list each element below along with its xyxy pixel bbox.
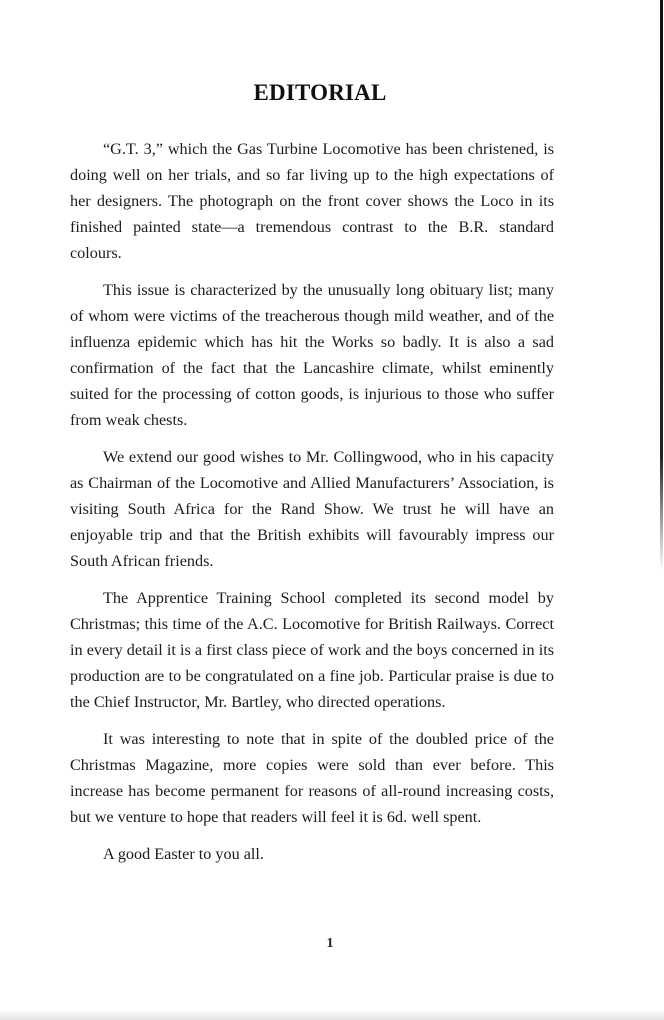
paragraph-apprentice-school: The Apprentice Training School completed its second model by Christmas; this time of the A.C. Locomotive for British Railways. Correct in every detail it is a first class piece of work and the boys concerned in its production are to be congratulated on a fine job. Particular praise is due to the Chief Instructor, Mr. Bartley, who directed operations.: [70, 589, 554, 711]
paragraph-christmas-magazine: It was interesting to note that in spite of the doubled price of the Christmas Magazine, more copies were sold than ever before. This increase has become permanent for reasons of all-round increasing costs, but we venture to hope that readers will feel it is 6d. well spent.: [70, 730, 554, 826]
editorial-body: [70, 136, 554, 878]
page-edge-shadow: [660, 0, 663, 570]
page-title: EDITORIAL: [253, 80, 387, 105]
bottom-edge-shadow: [0, 1010, 664, 1020]
paragraph-obituary: This issue is characterized by the unusually long obituary list; many of whom were victims of the treacherous though mild weather, and of the influenza epidemic which has hit the Works so badly. It is also a sad confirmation of the fact that the Lancashire climate, whilst eminently suited for the processing of cotton goods, is injurious to those who suffer from weak chests.: [70, 281, 554, 429]
page-number: 1: [326, 936, 334, 951]
paragraph-closing: A good Easter to you all.: [103, 845, 264, 863]
paragraph-gt3: “G.T. 3,” which the Gas Turbine Locomotive has been christened, is doing well on her trials, and so far living up to the high expectations of her designers. The photograph on the front cover shows the Loco in its finished painted state—a tremendous contrast to the B.R. standard colours.: [70, 140, 554, 262]
paragraph-collingwood: We extend our good wishes to Mr. Collingwood, who in his capacity as Chairman of the Locomotive and Allied Manufacturers’ Association, is visiting South Africa for the Rand Show. We trust he will have an enjoyable trip and that the British exhibits will favourably impress our South African friends.: [70, 448, 554, 570]
